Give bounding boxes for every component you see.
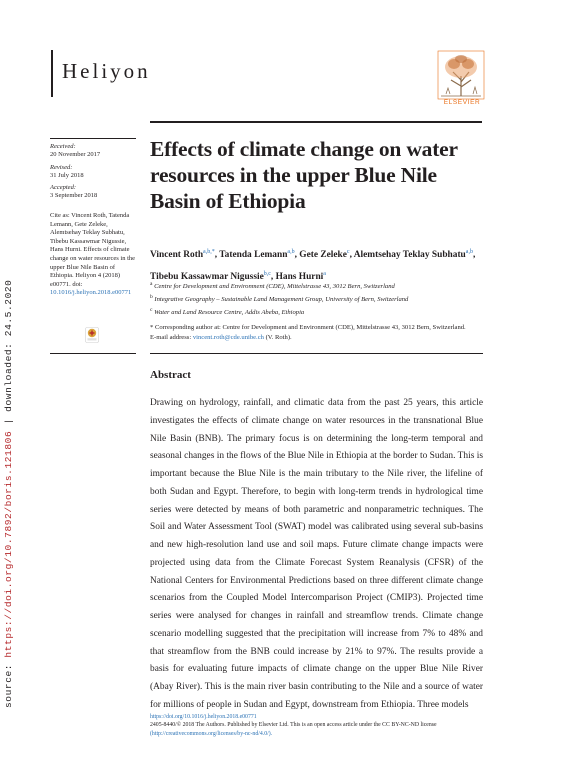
- author-name: Gete Zeleke: [299, 250, 347, 260]
- affiliation-c: [150, 307, 485, 316]
- author-affiliation-mark[interactable]: a: [323, 271, 326, 277]
- author-affiliation-mark[interactable]: c: [346, 249, 350, 255]
- accepted-date: 3 September 2018: [50, 192, 98, 199]
- corresponding-text: * Corresponding author at: Centre for Development and Environment (CDE), Mittelstrasse 43, 3012 Bern, Switzerland.: [150, 324, 466, 331]
- author-affiliation-mark[interactable]: a,b: [465, 249, 473, 255]
- footer-license-text: 2405-8440/© 2018 The Authors. Published by Elsevier Ltd. This is an open access article under the CC BY-NC-ND license: [150, 722, 437, 729]
- email-link[interactable]: vincent.roth@cde.unibe.ch: [192, 334, 264, 341]
- citation-doi-link[interactable]: 10.1016/j.heliyon.2018.e00771: [50, 289, 132, 297]
- stamp-prefix: source:: [3, 657, 14, 708]
- accepted-label: Accepted:: [50, 184, 76, 191]
- stamp-suffix: | downloaded: 24.5.2020: [3, 279, 14, 431]
- affiliation-text: Centre for Development and Environment (CDE), Mittelstrasse 43, 3012 Bern, Switzerland: [154, 283, 395, 291]
- email-suffix: (V. Roth).: [263, 334, 292, 341]
- download-stamp: [3, 279, 15, 708]
- journal-name: Heliyon: [62, 59, 151, 83]
- author-name: Tibebu Kassawmar Nigussie: [150, 272, 264, 282]
- footer-doi-link[interactable]: https://doi.org/10.1016/j.heliyon.2018.e00771: [150, 714, 257, 720]
- title-top-rule: [150, 121, 482, 123]
- author-name: Vincent Roth: [150, 250, 204, 260]
- author-affiliation-mark[interactable]: a,b,*: [203, 249, 215, 255]
- affiliation-mark: a: [150, 281, 153, 287]
- received-label: Received:: [50, 143, 76, 150]
- abstract-heading: Abstract: [150, 369, 191, 381]
- citation-block: [50, 212, 136, 298]
- journal-divider: [51, 50, 53, 97]
- elsevier-wordmark: ELSEVIER: [443, 99, 481, 106]
- affiliation-text: Integrative Geography – Sustainable Land Management Group, University of Bern, Switzerland: [154, 296, 409, 304]
- author-affiliation-mark[interactable]: b,c: [263, 271, 271, 277]
- abstract-body: Drawing on hydrology, rainfall, and climatic data from the past 25 years, this article investigates the effects of climate change on water resources in the transnational Blue Nile Basin (BNB). The primary focus is on determining the long-term temporal and seasonal changes in the flows of the Blue Nile in Ethiopia at the border to Sudan. This is important because the Blue Nile is the main tributary to the Nile river, the lifeline of both Sudan and Egypt. Therefore, to begin with long-term trends in hydrological time series were detected by means of both parametric and nonparametric techniques. The Soil and Water Assessment Tool (SWAT) model was calibrated using several sub-basins and new high-resolution land use and soil maps. Future climate change impacts were projected using data from the Climate Forecast System Reanalysis (CFSR) of the National Centers for Environmental Predictions based on three different climate change scenarios from the Coupled Model Intercomparison Project (CMIP3). Projected time series were analysed for changes in rainfall and streamflow trends. Climate change scenario modelling suggested that the precipitation will increase from 7% to 48% and that streamflow from the BNB could increase by 21% to 97%. The results provide a basis for evaluating future impacts of climate change on the upper Blue Nile River (Abay River). This is the main river basin contributing to the Nile and a source of water for millions of people in Sudan and Egypt, downstream from Ethiopia. Three models: [150, 398, 483, 710]
- author-affiliation-mark[interactable]: a,b: [287, 249, 295, 255]
- revised-date: 31 July 2018: [50, 172, 84, 179]
- page-footer: [150, 713, 485, 738]
- revised-label: Revised:: [50, 164, 73, 171]
- author-name: Hans Hurni: [275, 272, 324, 282]
- corresponding-author: [150, 323, 485, 343]
- author-name: Alemtsehay Teklay Subhatu: [353, 250, 466, 260]
- crossmark-icon[interactable]: [85, 327, 99, 343]
- received-date: 20 November 2017: [50, 151, 101, 158]
- email-label: E-mail address:: [150, 334, 193, 341]
- affiliation-a: [150, 281, 485, 290]
- stamp-doi-link[interactable]: https://doi.org/10.7892/boris.121806: [3, 430, 14, 658]
- elsevier-tree-logo: [437, 50, 485, 100]
- affiliation-text: Water and Land Resource Centre, Addis Abeba, Ethiopia: [154, 309, 305, 317]
- citation-text: Cite as: Vincent Roth, Tatenda Lemann, Gete Zeleke, Alemtsehay Teklay Subhatu, Tibebu Kassawmar Nigussie, Hans Hurni. Effects of climate change on water resources in the upper Blue Nile Basin of Ethiopia. Heliyon 4 (2018) e00771.: [50, 212, 136, 288]
- author-name: Tatenda Lemann: [219, 250, 288, 260]
- affiliation-mark: c: [150, 307, 153, 313]
- footer-license-link[interactable]: (http://creativecommons.org/licenses/by-nc-nd/4.0/).: [150, 730, 273, 737]
- sidebar-top-rule: [50, 138, 136, 139]
- affiliation-b: [150, 294, 485, 303]
- affiliation-mark: b: [150, 294, 153, 300]
- sidebar-bottom-rule: [50, 353, 136, 354]
- author-list: Vincent Roth$^{a,b,*}$, Tatenda Lemann$^{a,b}$, Gete Zeleke$^c$, Alemtsehay Teklay Subhatu$^{a,b}$, Tibebu Kassawmar Nigussie$^{b,c}$, Hans Hurni$^a$: [150, 249, 476, 282]
- citation-doi-label: doi:: [72, 280, 83, 288]
- article-title: Effects of climate change on water resources in the upper Blue Nile Basin of Ethiopia: [150, 137, 458, 213]
- affiliation-bottom-rule: [150, 353, 483, 354]
